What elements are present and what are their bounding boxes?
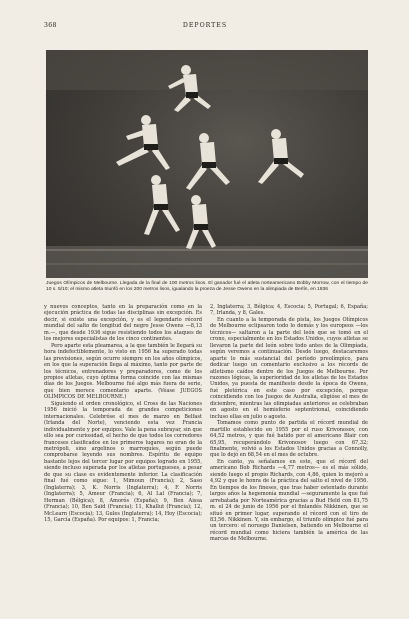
paragraph: Tomamos como punto de partida el récord mundial de martillo establecido en 1955 por el ruso Krivonosov, con 64,52 metros, y que fué batido por el americano Blair con 65,95, recuperándolo Krivonosov luego con 67,32; finalmente, volvió a los Estados Unidos gracias a Connolly, que lo dejó en 68,54 en el mes de octubre. [210, 420, 368, 459]
left-column [44, 304, 202, 523]
paragraph: En canto, ya señalamos en este, que el récord del americano Bob Richards —4,77 metros— es el más sólido, siendo luego el propio Richards, con 4,86, quien lo mejoró a 4,92 y que le honra de la práctica del salto el nivel de 1956. En tiempos de los fineses, que tras haber ostentado durante largos años la hegemonía mundial —seguramente la que fué arrebatada por Norteamérica gracias a Bud Held con 81,75 m. el 24 de junio de 1956 por el finlandés Nikkinen, que se situó en primer lugar, superando el récord con el tiro de 83,56. Nikkinen. Y, sin embargo, el triunfo olímpico fué para un tercero: el noruego Danielsen, batiendo en Melbourne el récord mundial como hiciera también la américa de las marcas de Melbourne. [210, 458, 368, 543]
race-photo [46, 50, 368, 278]
right-column [210, 304, 368, 543]
section-title: DEPORTES [182, 22, 228, 29]
paragraph: Pero aparte esta pleamarea, a la que también le llegará su hora indefectiblemente, lo visto en 1956 ha superado todas las previsiones, según ocurre siempre en los años olímpicos, en los que la superación llega al máximo, tanto por parte de los técnicos, entrenadores y preparadores, como de los propios atletas, cuyo óptima forma coincide con las mismas días de los Juegos. Melbourne fué algo más fuera de serie, que bien merece comentario aparte. (Véase JUEGOS OLÍMPICOS DE MELBOURNE.) [44, 342, 202, 401]
paragraph: En cuanto a la temporada de pista, los Juegos Olímpicos de Melbourne eclipsaron todo lo demás y los europeos —los técnicos— saltaron a la parte del león que se tomó en el crono, especialmente en los Estados Unidos, cuyos atletas se llevaron la parte del león sobre todo antes de la Olimpíada, según veremos a continuación. Desde luego, destacaremos aparte lo más sustancial del período preolímpico, para dedicar luego un comentario exclusivo a los récords de atletismo caídos dentro de los Juegos de Melbourne. Por razones lógicas, la superioridad de los atletas de los Estados Unidos, ya puesta de manifiesto desde la época de Owens, fué pletórica en este caso por excepción, porque coincidiendo con los Juegos de Australia, eligióse el mes de diciembre, mientras las olimpiadas anteriores se celebraban en agosto en el hemisferio septentrional, coincidiendo incluso ellas en julio o agosto. [210, 316, 368, 420]
page-number: 368 [44, 22, 57, 29]
race-photo-illustration [46, 50, 368, 278]
paragraph: 2, Inglaterra; 3, Bélgica; 4, Escocia; 5, Portugal; 6, España; 7, Irlanda, y 8, Gales. [210, 304, 368, 317]
paragraph: Siguiendo el orden cronológico, el Cross de las Naciones 1956 inició la temporada de grandes competiciones internacionales. Celebróse el mes de marzo en Belfast (Irlanda del Norte), venciendo esta vez Francia individualmente y por equipos. Vale la pena subrayar, sin que ello sea por curiosidad, el hecho de que todos los corredores franceses clasificados en los primeros lugares no eran de la metrópoli, sino argelinos o marroquíes, según puede comprobarse leyendo sus nombres. Espíritu de equipo bastante lejos del tercer lugar por equipos logrado en 1955, siendo incluso superada por los atletas portugueses, a pesar de que su clase es evidentemente inferior. La clasificación final fué como sigue: 1, Mimoun (Francia); 2, Saso (Inglaterra); 3, K. Norris (Inglaterra); 4, F. Norris (Inglaterra); 5, Ameur (Francia); 6, Al Lal (Francia); 7, Herman (Bélgica); 8, Amorós (España); 9, Ben Aissa (Francia); 10, Ben Saïd (Francia); 11, Khallut (Francia); 12, McLearn (Escocia); 13, Gules (Inglaterra); 14, Hoy (Escocia); 15, García (España). Por equipos: 1, Francia; [44, 400, 202, 523]
paragraph: y nuevos conceptos, tanto en la preparación como en la ejecución práctica de todas las disciplinas sin excepción. Es decir, si existe una excepción, y es el legendario récord mundial del salto de longitud del negro Jesse Owens —8,13 m.—, que desde 1936 sigue resistiendo todos los ataques de los mejores especialistas de los cinco continentes. [44, 304, 202, 343]
photo-caption: Juegos Olímpicos de Melbourne. Llegada de la final de 100 metros lisos. El ganador fué el atleta norteamericano Bobby Morrow, con el tiempo de 10 s. 5/10; el mismo atleta triunfó en los 200 metros lisos, igualando la proeza de Jesse Owens en la olimpiada de Berlín, en 1936 [46, 281, 368, 293]
page-header [44, 22, 366, 32]
